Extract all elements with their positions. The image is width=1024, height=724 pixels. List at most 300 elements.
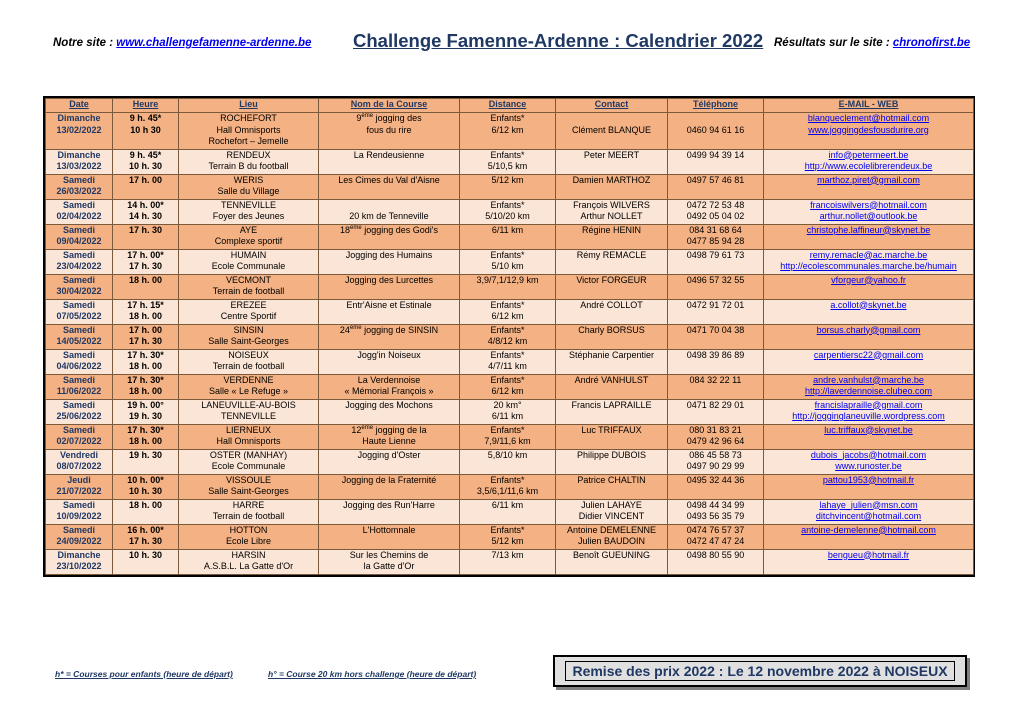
lieu-line: HARRE — [232, 499, 265, 510]
cell-email[interactable] — [764, 174, 974, 199]
cell-lieu — [179, 449, 319, 474]
cell-heure — [113, 424, 179, 449]
contact-line: Damien MARTHOZ — [572, 174, 651, 185]
cell-course — [319, 324, 460, 349]
lieu-line: NOISEUX — [228, 349, 269, 360]
table-row — [46, 249, 974, 274]
table-row — [46, 199, 974, 224]
date-line: 13/03/2022 — [56, 161, 102, 171]
results-link[interactable]: chronofirst.be — [892, 37, 971, 49]
date-line: 02/07/2022 — [56, 436, 102, 446]
cell-contact — [556, 174, 668, 199]
telephone-line: 0472 47 47 24 — [686, 536, 745, 546]
cell-course — [319, 274, 460, 299]
cell-contact — [556, 199, 668, 224]
cell-contact — [556, 424, 668, 449]
cell-email[interactable] — [764, 349, 974, 374]
heure-line: 17 h. 30 — [128, 224, 163, 235]
cell-heure — [113, 199, 179, 224]
course-line: 20 km de Tenneville — [349, 211, 429, 221]
telephone-line: 084 31 68 64 — [689, 224, 742, 235]
site-info — [53, 37, 311, 49]
cell-contact — [556, 149, 668, 174]
course-line: L'Hottomnale — [362, 524, 416, 535]
email-line[interactable]: carpentiersc22@gmail.com — [813, 349, 924, 360]
cell-distance — [460, 399, 556, 424]
contact-line: Stéphanie Carpentier — [568, 349, 655, 360]
lieu-line: AYE — [239, 224, 258, 235]
email-line[interactable]: a.collot@skynet.be — [830, 299, 907, 310]
email-line[interactable]: vforgeur@yahoo.fr — [831, 274, 906, 285]
distance-line: 6/12 km — [491, 311, 524, 321]
telephone-line: 0498 39 86 89 — [686, 349, 745, 360]
email-line[interactable]: http://laverdennoise.clubeo.com — [804, 386, 933, 396]
cell-date — [46, 199, 113, 224]
column-header-lieu: Lieu — [179, 99, 319, 113]
cell-contact — [556, 274, 668, 299]
telephone-line: 0498 80 55 90 — [686, 549, 745, 560]
cell-date — [46, 299, 113, 324]
cell-distance — [460, 274, 556, 299]
cell-telephone — [668, 199, 764, 224]
cell-telephone — [668, 449, 764, 474]
lieu-line: VERDENNE — [223, 374, 274, 385]
cell-lieu — [179, 424, 319, 449]
heure-line: 17 h. 15* — [127, 299, 164, 310]
telephone-line: 0460 94 61 16 — [686, 124, 745, 135]
lieu-line: EREZEE — [230, 299, 267, 310]
cell-telephone — [668, 549, 764, 574]
cell-date — [46, 499, 113, 524]
cell-date — [46, 474, 113, 499]
cell-course — [319, 499, 460, 524]
cell-email[interactable] — [764, 199, 974, 224]
contact-line: François WILVERS — [573, 199, 650, 210]
distance-line: 6/11 km — [491, 224, 524, 235]
course-line: la Gatte d'Or — [363, 561, 415, 571]
contact-line: Régine HENIN — [581, 224, 642, 235]
cell-distance — [460, 113, 556, 150]
heure-line: 10 h 30 — [130, 124, 161, 135]
email-line[interactable]: bengueu@hotmail.fr — [827, 549, 910, 560]
date-line: Samedi — [62, 499, 95, 510]
course-line: Jogging de la Fraternité — [341, 474, 437, 485]
cell-email[interactable] — [764, 374, 974, 399]
calendar-table — [43, 96, 975, 577]
lieu-line: Centre Sportif — [220, 311, 277, 321]
table-row — [46, 149, 974, 174]
date-line: Samedi — [62, 249, 95, 260]
cell-course — [319, 399, 460, 424]
email-line[interactable]: http://jogginglaneuville.wordpress.com — [792, 411, 945, 421]
cell-email[interactable] — [764, 249, 974, 274]
distance-line: 5,8/10 km — [487, 449, 528, 460]
cell-telephone — [668, 299, 764, 324]
course-line: Jogging des Run'Harre — [343, 499, 435, 510]
email-line[interactable]: andre.vanhulst@marche.be — [813, 374, 924, 385]
cell-course — [319, 524, 460, 549]
email-line[interactable]: pattou1953@hotmail.fr — [822, 474, 915, 485]
cell-email[interactable] — [764, 224, 974, 249]
cell-contact — [556, 299, 668, 324]
table-row — [46, 324, 974, 349]
cell-course — [319, 299, 460, 324]
date-line: Samedi — [62, 199, 95, 210]
cell-distance — [460, 424, 556, 449]
contact-line: André VANHULST — [574, 374, 649, 385]
lieu-line: SINSIN — [233, 324, 264, 335]
heure-line: 18 h. 00 — [128, 361, 163, 371]
contact-line: Patrice CHALTIN — [577, 474, 646, 485]
cell-lieu — [179, 274, 319, 299]
cell-course — [319, 113, 460, 150]
heure-line: 10 h. 00* — [127, 474, 164, 485]
telephone-line: 0499 94 39 14 — [686, 149, 745, 160]
date-line: 09/04/2022 — [56, 236, 102, 246]
course-line: 24ème jogging de SINSIN — [339, 324, 439, 335]
cell-date — [46, 374, 113, 399]
email-line[interactable]: ditchvincent@hotmail.com — [815, 511, 922, 521]
heure-line: 18 h. 00 — [128, 386, 163, 396]
email-line[interactable]: www.runoster.be — [835, 461, 902, 471]
cell-heure — [113, 274, 179, 299]
cell-email[interactable] — [764, 474, 974, 499]
lieu-line: VECMONT — [226, 274, 271, 285]
cell-distance — [460, 524, 556, 549]
contact-line: Julien BAUDOIN — [577, 536, 646, 546]
email-line[interactable]: francoiswilvers@hotmail.com — [810, 199, 927, 210]
date-line: Samedi — [62, 399, 95, 410]
date-line: Samedi — [62, 374, 95, 385]
date-line: Samedi — [62, 524, 95, 535]
email-line[interactable]: http://www.ecolelibrerendeux.be — [804, 161, 933, 171]
course-line: Jogging des Lurcettes — [344, 274, 434, 285]
lieu-line: Hall Omnisports — [216, 124, 281, 135]
results-info — [774, 37, 970, 49]
table-row — [46, 524, 974, 549]
lieu-line: Terrain de football — [212, 361, 285, 371]
distance-line: 3,9/7,1/12,9 km — [476, 274, 539, 285]
course-line: « Mémorial François » — [344, 386, 434, 396]
cell-contact — [556, 474, 668, 499]
cell-heure — [113, 449, 179, 474]
cell-date — [46, 349, 113, 374]
table-row — [46, 424, 974, 449]
table-row — [46, 474, 974, 499]
cell-date — [46, 449, 113, 474]
date-line: Samedi — [62, 274, 95, 285]
lieu-line: HUMAIN — [230, 249, 267, 260]
distance-line: 3,5/6,1/11,6 km — [476, 486, 539, 496]
distance-line: Enfants* — [490, 324, 525, 335]
telephone-line: 0472 91 72 01 — [686, 299, 745, 310]
date-line: 02/04/2022 — [56, 211, 102, 221]
cell-course — [319, 199, 460, 224]
heure-line: 19 h. 00° — [127, 399, 164, 410]
cell-date — [46, 249, 113, 274]
cell-course — [319, 549, 460, 574]
cell-telephone — [668, 424, 764, 449]
heure-line: 19 h. 30 — [128, 449, 163, 460]
cell-distance — [460, 499, 556, 524]
telephone-line: 0493 56 35 79 — [686, 511, 745, 521]
date-line: 26/03/2022 — [56, 186, 102, 196]
contact-line: Victor FORGEUR — [576, 274, 647, 285]
date-line: 11/06/2022 — [56, 386, 102, 396]
cell-lieu — [179, 299, 319, 324]
lieu-line: LANEUVILLE-AU-BOIS — [201, 399, 296, 410]
cell-heure — [113, 299, 179, 324]
cell-lieu — [179, 399, 319, 424]
contact-line: Julien LAHAYE — [581, 499, 642, 510]
cell-email[interactable] — [764, 449, 974, 474]
cell-lieu — [179, 149, 319, 174]
heure-line: 18 h. 00 — [128, 499, 163, 510]
heure-line: 18 h. 00 — [128, 436, 163, 446]
date-line: 21/07/2022 — [56, 486, 102, 496]
cell-course — [319, 449, 460, 474]
cell-contact — [556, 399, 668, 424]
cell-date — [46, 274, 113, 299]
results-label: Résultats sur le site : — [774, 37, 893, 49]
lieu-line: HARSIN — [231, 549, 266, 560]
table-row — [46, 399, 974, 424]
email-line[interactable]: www.joggingdesfousdurire.org — [808, 124, 929, 135]
distance-line: 5/10,5 km — [487, 161, 528, 171]
email-line[interactable]: borsus.charly@gmail.com — [816, 324, 921, 335]
lieu-line: Salle Saint-Georges — [208, 336, 289, 346]
course-line: Entr'Aisne et Estinale — [346, 299, 432, 310]
lieu-line: Salle Saint-Georges — [208, 486, 289, 496]
contact-line: Luc TRIFFAUX — [581, 424, 642, 435]
date-line: 23/10/2022 — [56, 561, 102, 571]
heure-line: 17 h. 30* — [127, 424, 164, 435]
heure-line: 10 h. 30 — [128, 486, 163, 496]
cell-telephone — [668, 349, 764, 374]
heure-line: 18 h. 00 — [128, 311, 163, 321]
cell-lieu — [179, 224, 319, 249]
telephone-line: 0472 72 53 48 — [686, 199, 745, 210]
cell-heure — [113, 549, 179, 574]
distance-line: Enfants* — [490, 249, 525, 260]
footnote-20km: h° = Course 20 km hors challenge (heure de départ) — [268, 669, 477, 679]
table-row — [46, 374, 974, 399]
distance-line: 4/8/12 km — [487, 336, 528, 346]
cell-telephone — [668, 149, 764, 174]
column-header-contact: Contact — [556, 99, 668, 113]
email-line[interactable]: http://ecolescommunales.marche.be/humain — [780, 261, 957, 271]
date-line: Dimanche — [57, 149, 101, 160]
cell-heure — [113, 499, 179, 524]
cell-contact — [556, 324, 668, 349]
distance-line: Enfants* — [490, 474, 525, 485]
lieu-line: Terrain de football — [212, 511, 285, 521]
cell-email[interactable] — [764, 524, 974, 549]
cell-telephone — [668, 249, 764, 274]
lieu-line: ROCHEFORT — [220, 113, 277, 123]
lieu-line: HOTTON — [229, 524, 268, 535]
cell-heure — [113, 349, 179, 374]
lieu-line: TENNEVILLE — [220, 199, 277, 210]
lieu-line: WERIS — [233, 174, 264, 185]
prize-banner — [553, 655, 967, 687]
email-line[interactable]: lahaye_julien@msn.com — [819, 499, 918, 510]
distance-line: 5/12 km — [491, 536, 524, 546]
lieu-line: Salle « Le Refuge » — [208, 386, 289, 396]
email-line[interactable]: antoine-demelenne@hotmail.com — [801, 524, 936, 535]
cell-distance — [460, 549, 556, 574]
cell-contact — [556, 224, 668, 249]
contact-line: Clément BLANQUE — [571, 124, 652, 135]
distance-line: Enfants* — [490, 424, 525, 435]
cell-telephone — [668, 274, 764, 299]
course-line: La Verdennoise — [357, 374, 421, 385]
cell-heure — [113, 374, 179, 399]
heure-line: 14 h. 30 — [128, 211, 163, 221]
cell-heure — [113, 474, 179, 499]
cell-distance — [460, 299, 556, 324]
distance-line: Enfants* — [490, 149, 525, 160]
cell-lieu — [179, 374, 319, 399]
email-line[interactable]: blanqueclement@hotmail.com — [807, 113, 930, 123]
cell-telephone — [668, 499, 764, 524]
lieu-line: OSTER (MANHAY) — [209, 449, 288, 460]
date-line: Samedi — [62, 299, 95, 310]
telephone-line: 0471 82 29 01 — [686, 399, 745, 410]
course-line: Les Cimes du Val d'Aisne — [338, 174, 440, 185]
cell-distance — [460, 449, 556, 474]
cell-course — [319, 149, 460, 174]
cell-heure — [113, 399, 179, 424]
date-line: 23/04/2022 — [56, 261, 102, 271]
heure-line: 17 h. 30* — [127, 374, 164, 385]
distance-line: 7/13 km — [491, 549, 524, 560]
site-label: Notre site : — [53, 37, 117, 49]
email-line[interactable]: arthur.nollet@outlook.be — [819, 211, 918, 221]
column-header-email: E-MAIL - WEB — [764, 99, 974, 113]
date-line: 30/04/2022 — [56, 286, 102, 296]
site-link[interactable]: www.challengefamenne-ardenne.be — [116, 37, 312, 49]
email-line[interactable]: remy.remacle@ac.marche.be — [809, 249, 928, 260]
distance-line: 6/11 km — [491, 499, 524, 510]
telephone-line: 0497 90 29 99 — [686, 461, 745, 471]
cell-email[interactable] — [764, 274, 974, 299]
distance-line: Enfants* — [490, 349, 525, 360]
cell-email[interactable] — [764, 113, 974, 150]
lieu-line: A.S.B.L. La Gatte d'Or — [203, 561, 294, 571]
cell-distance — [460, 474, 556, 499]
cell-course — [319, 374, 460, 399]
cell-email[interactable] — [764, 149, 974, 174]
course-line: fous du rire — [366, 124, 412, 135]
heure-line: 17 h. 30 — [128, 261, 163, 271]
lieu-line: TENNEVILLE — [220, 411, 277, 421]
date-line: Dimanche — [57, 549, 101, 560]
cell-heure — [113, 224, 179, 249]
email-line[interactable]: christophe.laffineur@skynet.be — [806, 224, 931, 235]
cell-email[interactable] — [764, 399, 974, 424]
telephone-line: 0492 05 04 02 — [686, 211, 745, 221]
contact-line: Benoît GUEUNING — [572, 549, 651, 560]
cell-lieu — [179, 113, 319, 150]
lieu-line: Salle du Village — [217, 186, 280, 196]
lieu-line: Rochefort – Jemelle — [208, 136, 289, 146]
heure-line: 17 h. 30 — [128, 336, 163, 346]
date-line: Samedi — [62, 174, 95, 185]
course-line: 18ème jogging des Godi's — [340, 224, 438, 235]
date-line: 07/05/2022 — [56, 311, 102, 321]
cell-lieu — [179, 174, 319, 199]
heure-line: 17 h. 30 — [128, 536, 163, 546]
telephone-line: 0471 70 04 38 — [686, 324, 745, 335]
cell-email[interactable] — [764, 549, 974, 574]
cell-lieu — [179, 349, 319, 374]
cell-email[interactable] — [764, 299, 974, 324]
date-line: Samedi — [62, 224, 95, 235]
cell-course — [319, 424, 460, 449]
cell-email[interactable] — [764, 499, 974, 524]
telephone-line: 0498 44 34 99 — [686, 499, 745, 510]
heure-line: 14 h. 00* — [127, 199, 164, 210]
email-line[interactable]: info@petermeert.be — [828, 149, 909, 160]
cell-date — [46, 224, 113, 249]
heure-line: 17 h. 00 — [128, 324, 163, 335]
email-line[interactable]: dubois_jacobs@hotmail.com — [810, 449, 927, 460]
course-line: 12ème jogging de la — [351, 424, 427, 435]
footnote-children: h* = Courses pour enfants (heure de départ) — [55, 669, 233, 679]
lieu-line: Hall Omnisports — [216, 436, 281, 446]
lieu-line: RENDEUX — [226, 149, 271, 160]
cell-date — [46, 399, 113, 424]
distance-line: Enfants* — [490, 299, 525, 310]
cell-date — [46, 149, 113, 174]
cell-lieu — [179, 474, 319, 499]
date-line: 04/06/2022 — [56, 361, 102, 371]
cell-date — [46, 549, 113, 574]
telephone-line: 0479 42 96 64 — [686, 436, 745, 446]
contact-line: Francis LAPRAILLE — [571, 399, 652, 410]
table-row — [46, 449, 974, 474]
telephone-line: 0474 76 57 37 — [686, 524, 745, 535]
telephone-line: 0496 57 32 55 — [686, 274, 745, 285]
cell-contact — [556, 449, 668, 474]
cell-date — [46, 424, 113, 449]
cell-email[interactable] — [764, 424, 974, 449]
cell-contact — [556, 113, 668, 150]
email-line[interactable]: francislapraille@gmail.com — [814, 399, 923, 410]
cell-telephone — [668, 524, 764, 549]
cell-lieu — [179, 499, 319, 524]
cell-heure — [113, 524, 179, 549]
course-line: Sur les Chemins de — [349, 549, 429, 560]
date-line: Jeudi — [67, 474, 91, 485]
cell-date — [46, 324, 113, 349]
cell-contact — [556, 549, 668, 574]
date-line: Dimanche — [57, 113, 101, 123]
contact-line: Charly BORSUS — [578, 324, 645, 335]
cell-distance — [460, 324, 556, 349]
lieu-line: Ecole Communale — [211, 261, 286, 271]
cell-telephone — [668, 224, 764, 249]
cell-lieu — [179, 199, 319, 224]
cell-lieu — [179, 549, 319, 574]
email-line[interactable]: luc.triffaux@skynet.be — [824, 424, 913, 435]
cell-contact — [556, 524, 668, 549]
telephone-line: 0495 32 44 36 — [686, 474, 745, 485]
cell-email[interactable] — [764, 324, 974, 349]
date-line: Samedi — [62, 349, 95, 360]
email-line[interactable]: marthoz.piret@gmail.com — [817, 174, 920, 185]
